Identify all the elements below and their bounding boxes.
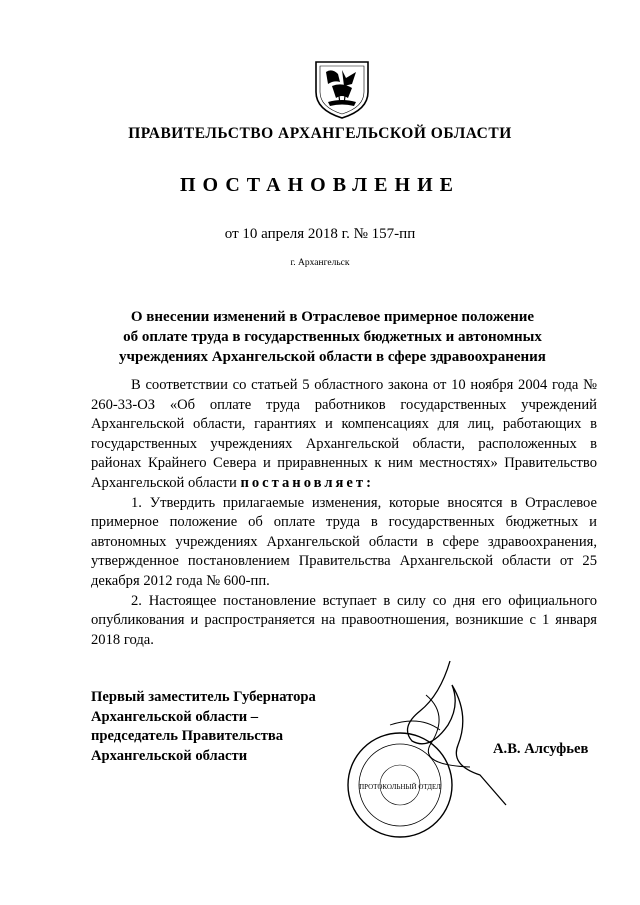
- item-2: 2. Настоящее постановление вступает в силу со дня его официального опубликования и распространяется на правоотношения, возникшие с 1 января 2018 года.: [91, 592, 597, 648]
- subject-line: учреждениях Архангельской области в сфере здравоохранения: [119, 349, 546, 365]
- document-body: [91, 376, 597, 650]
- resolves-word: постановляет: [240, 474, 367, 491]
- document-type: ПОСТАНОВЛЕНИЕ: [180, 174, 460, 196]
- preamble-text: В соответствии со статьей 5 областного закона от 10 ноября 2004 года № 260-33-ОЗ «Об оплате труда работников государственных учреждений Архангельской области, гарантиях и компенсациях для лиц, работающих в государственных учреждениях Архангельской области, расположенных в районах Крайнего Севера и приравненных к ним местностях» Правительство Архангельской области: [91, 377, 597, 491]
- signatory-position: [91, 688, 316, 766]
- city: г. Архангельск: [290, 258, 350, 268]
- subject-line: О внесении изменений в Отраслевое примерное положение: [130, 309, 535, 325]
- seal-stamp: [330, 655, 520, 855]
- preamble-paragraph: В соответствии со статьей 5 областного закона от 10 ноября 2004 года № 260-33-ОЗ «Об оплате труда работников государственных учреждений Архангельской области, гарантиях и компенсациях для лиц, работающих в государственных учреждениях Архангельской области, расположенных в районах Крайнего Севера и приравненных к ним местностях» Правительство Архангельской области постановляет:: [91, 377, 597, 491]
- government-name: ПРАВИТЕЛЬСТВО АРХАНГЕЛЬСКОЙ ОБЛАСТИ: [128, 125, 512, 142]
- position-line: Архангельской области: [91, 747, 248, 764]
- position-line: Первый заместитель Губернатора: [91, 689, 316, 705]
- document-subject: [100, 307, 565, 367]
- signatory-name: А.В. Алсуфьев: [493, 741, 589, 757]
- stamp-text: ПРОТОКОЛЬНЫЙ ОТДЕЛ: [359, 783, 441, 791]
- position-line: Архангельской области –: [91, 708, 259, 725]
- subject-line: об оплате труда в государственных бюджетных и автономных: [123, 329, 542, 345]
- position-line: председатель Правительства: [91, 728, 284, 745]
- date-number: от 10 апреля 2018 г. № 157-пп: [224, 226, 416, 242]
- coat-of-arms-icon: [312, 58, 372, 120]
- item-1: 1. Утвердить прилагаемые изменения, которые вносятся в Отраслевое примерное положение об оплате труда в государственных бюджетных и автономных учреждениях Архангельской области в сфере здравоохранения, утвержденное постановлением Правительства Архангельской области от 25 декабря 2012 года № 600-пп.: [91, 494, 597, 589]
